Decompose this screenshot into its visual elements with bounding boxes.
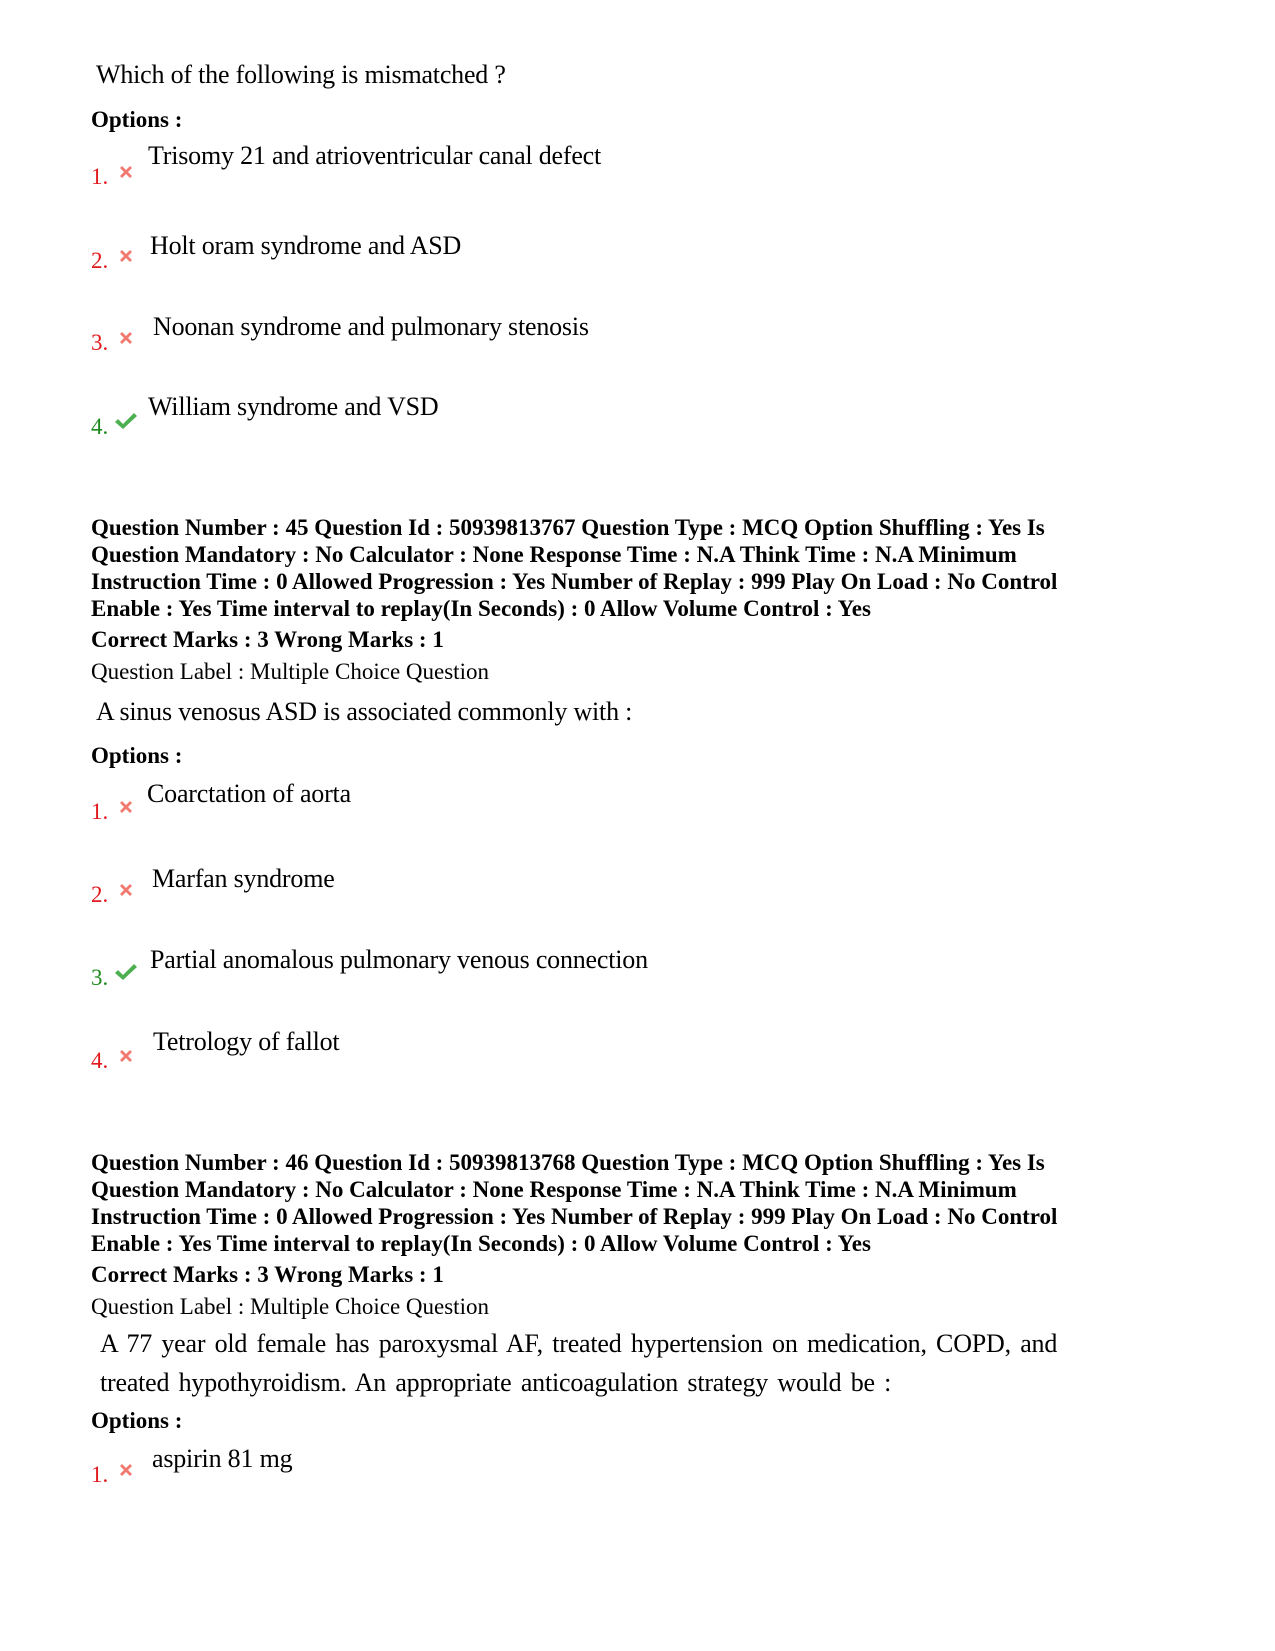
option-number: 3. [91, 330, 109, 355]
option-number: 2. [91, 882, 109, 907]
option-text: aspirin 81 mg [152, 1444, 293, 1473]
meta-line: Question Mandatory : No Calculator : None Response Time : N.A Think Time : N.A Minimum [91, 542, 1017, 567]
cross-icon [117, 1461, 135, 1479]
option-text: Partial anomalous pulmonary venous connection [150, 945, 648, 974]
question-text: Which of the following is mismatched ? [96, 60, 506, 89]
option-text: William syndrome and VSD [148, 392, 439, 421]
question-meta [91, 514, 1057, 622]
marks-info: Correct Marks : 3 Wrong Marks : 1 [91, 627, 444, 652]
option-text: Tetrology of fallot [153, 1027, 340, 1056]
meta-line: Instruction Time : 0 Allowed Progression : Yes Number of Replay : 999 Play On Load : No Control [91, 569, 1058, 594]
cross-icon [117, 163, 135, 181]
option-text: Marfan syndrome [152, 864, 335, 893]
meta-line: Question Mandatory : No Calculator : None Response Time : N.A Think Time : N.A Minimum [91, 1177, 1017, 1202]
question-meta [91, 1149, 1057, 1257]
option-text: Holt oram syndrome and ASD [150, 231, 462, 260]
question-label: Question Label : Multiple Choice Question [91, 1294, 489, 1319]
option-text: Trisomy 21 and atrioventricular canal defect [148, 141, 602, 170]
option-number: 3. [91, 965, 109, 990]
cross-icon [117, 1047, 135, 1065]
option-number: 1. [91, 799, 109, 824]
question-text: A 77 year old female has paroxysmal AF, treated hypertension on medication, COPD, and treated hypothyroidism. An appropriate anticoagulation strategy would be : [100, 1329, 1058, 1397]
meta-line: Question Number : 46 Question Id : 50939813768 Question Type : MCQ Option Shuffling : Yes Is [91, 1150, 1045, 1175]
options-heading: Options : [91, 743, 183, 768]
check-icon [114, 963, 138, 981]
option-number: 1. [91, 164, 109, 189]
option-number: 2. [91, 248, 109, 273]
option-text: Coarctation of aorta [147, 779, 351, 808]
marks-info: Correct Marks : 3 Wrong Marks : 1 [91, 1262, 444, 1287]
meta-line: Enable : Yes Time interval to replay(In Seconds) : 0 Allow Volume Control : Yes [91, 1231, 871, 1256]
cross-icon [117, 247, 135, 265]
cross-icon [117, 881, 135, 899]
option-number: 4. [91, 414, 109, 439]
check-icon [114, 412, 138, 430]
question-text: A sinus venosus ASD is associated commonly with : [96, 697, 633, 726]
meta-line: Question Number : 45 Question Id : 50939813767 Question Type : MCQ Option Shuffling : Yes Is [91, 515, 1045, 540]
question-label: Question Label : Multiple Choice Question [91, 659, 489, 684]
meta-line: Enable : Yes Time interval to replay(In Seconds) : 0 Allow Volume Control : Yes [91, 596, 871, 621]
option-text: Noonan syndrome and pulmonary stenosis [153, 312, 589, 341]
option-number: 4. [91, 1048, 109, 1073]
cross-icon [117, 798, 135, 816]
options-heading: Options : [91, 107, 183, 132]
option-number: 1. [91, 1462, 109, 1487]
cross-icon [117, 329, 135, 347]
meta-line: Instruction Time : 0 Allowed Progression : Yes Number of Replay : 999 Play On Load : No Control [91, 1204, 1058, 1229]
options-heading: Options : [91, 1408, 183, 1433]
